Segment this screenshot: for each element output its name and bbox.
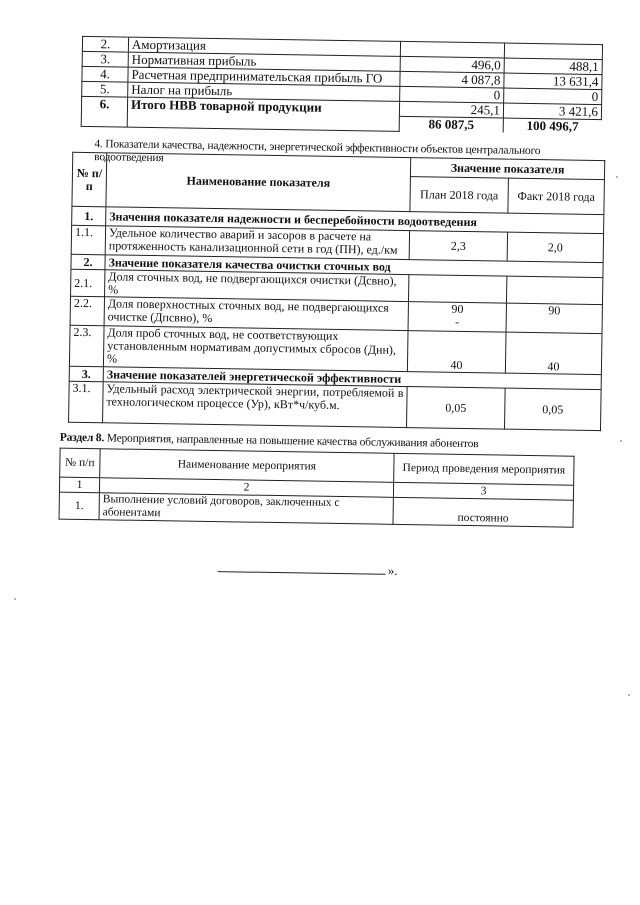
row-name: Нормативная прибыль xyxy=(128,52,400,71)
total-plan: 86 087,5 xyxy=(428,116,475,133)
row-fact: 13 631,4 xyxy=(504,73,602,90)
row-fact: 0,05 xyxy=(504,388,601,431)
row-plan xyxy=(408,302,506,333)
row-num: 2.1. xyxy=(71,269,105,297)
row-plan: 40 xyxy=(407,331,506,374)
section-title: Значение показателей энергетической эффективности xyxy=(103,367,601,390)
row-name: Доля сточных вод, не подвергающихся очистки (Дсвно), % xyxy=(105,270,409,302)
row-num: 4. xyxy=(82,66,128,82)
header-period: Период проведения мероприятия xyxy=(394,453,574,485)
row-name: Амортизация xyxy=(128,37,400,56)
row-name: Налог на прибыль xyxy=(128,82,400,101)
section-4-caption: 4. Показатели качества, надежности, энергетической эффективности объектов централального водоотведения xyxy=(94,138,541,165)
row-num: 1. xyxy=(59,492,99,520)
header-num: № п/п xyxy=(60,448,100,478)
row-num: 5. xyxy=(82,81,128,97)
section-num: 2. xyxy=(71,254,105,270)
row-fact: 488,1 xyxy=(504,58,602,75)
index-c: 3 xyxy=(393,482,573,500)
row-plan: 4 087,8 xyxy=(400,71,504,88)
index-a: 1 xyxy=(59,477,99,493)
scan-speck xyxy=(628,694,630,696)
row-plan: 0 xyxy=(400,86,504,103)
row-plan xyxy=(408,275,506,304)
row-plan xyxy=(400,41,504,58)
quality-indicators-table xyxy=(68,152,605,431)
header-value: Значение показателя xyxy=(410,158,604,180)
signature-line xyxy=(218,570,386,575)
measures-table xyxy=(59,448,575,528)
row-fact: 2,0 xyxy=(507,232,603,263)
section-num: 3. xyxy=(69,366,103,382)
row-fact: 40 xyxy=(505,332,602,375)
row-fact: 90 xyxy=(506,303,602,334)
row-plan: 245,1 xyxy=(399,101,503,118)
row-num: 3. xyxy=(82,51,128,67)
row-fact: 0 xyxy=(504,88,602,105)
table-row xyxy=(69,381,602,430)
row-name: Удельный расход электрической энергии, потребляемой в технологическом процессе (Ур), кВт*ч/куб.м. xyxy=(103,382,408,428)
header-name: Наименование показателя xyxy=(106,153,411,212)
row-fact xyxy=(506,276,602,305)
row-name: Итого НВВ товарной продукции xyxy=(127,97,399,131)
closing-quote: ». xyxy=(387,562,398,578)
row-plan: 2,3 xyxy=(409,231,507,262)
row-period: постоянно xyxy=(393,497,573,527)
row-name: Удельное количество аварий и засоров в расчете на протяженность канализационной сети в год (ПН), ед./км xyxy=(105,226,409,260)
row-fact: 3 421,6 xyxy=(503,103,601,120)
row-name: Доля проб сточных вод, не соответствующих установленным нормативам допустимых сбросов (Днн), % xyxy=(103,326,408,372)
row-num: 2.3. xyxy=(69,325,104,367)
header-fact: Факт 2018 года xyxy=(508,178,605,215)
content-block xyxy=(5,0,640,578)
row-num: 6. xyxy=(81,96,127,126)
scan-speck xyxy=(616,176,618,178)
section-num: 1. xyxy=(72,206,106,226)
plan-dash: - xyxy=(455,314,460,329)
header-name: Наименование мероприятия xyxy=(100,449,394,483)
section-title: Значения показателя надежности и бесперебойности водоотведения xyxy=(106,207,604,234)
row-plan: 0,05 xyxy=(407,387,506,430)
section-8-title: Мероприятия, направленные на повышение качества обслуживания абонентов xyxy=(103,432,479,451)
row-num: 2. xyxy=(82,36,128,52)
row-num: 1.1. xyxy=(71,225,105,255)
total-fact: 100 496,7 xyxy=(503,118,601,134)
plan-value: 90 xyxy=(451,301,464,316)
scan-speck xyxy=(620,440,622,442)
nvv-table xyxy=(81,36,603,135)
section-title: Значение показателя качества очистки сточных вод xyxy=(105,255,603,278)
scan-speck xyxy=(14,598,16,600)
row-fact xyxy=(504,43,602,60)
row-name: Доля поверхностных сточных вод, не подвергающихся очистке (Дпсвно), % xyxy=(104,297,408,331)
header-plan: План 2018 года xyxy=(410,177,509,214)
header-num: № п/п xyxy=(72,152,107,207)
row-plan: 496,0 xyxy=(400,56,504,73)
section-8-label: Раздел 8. xyxy=(59,431,105,445)
row-num: 2.2. xyxy=(70,296,104,326)
index-b: 2 xyxy=(99,478,393,498)
row-name: Расчетная предпринимательская прибыль ГО xyxy=(128,67,400,86)
row-num: 3.1. xyxy=(69,381,104,423)
row-name: Выполнение условий договоров, заключенных с абонентами xyxy=(99,493,393,525)
